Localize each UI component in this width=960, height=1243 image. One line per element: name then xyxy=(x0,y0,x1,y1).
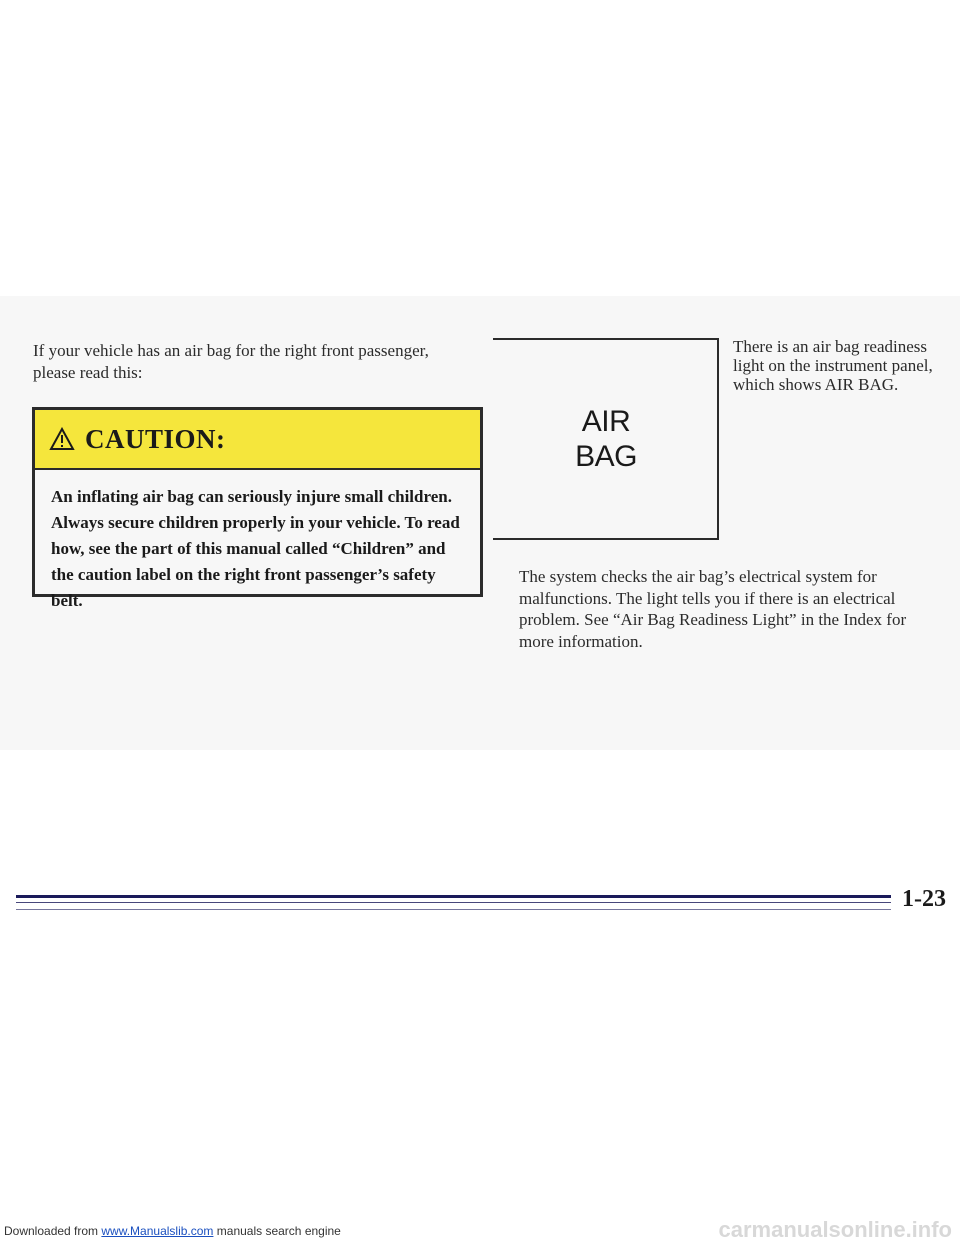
footer-rule-thin xyxy=(16,902,891,903)
footer-rule xyxy=(16,895,891,898)
download-suffix: manuals search engine xyxy=(213,1224,341,1238)
caution-body: An inflating air bag can seriously injure small children. Always secure children properly in your vehicle. To read how, see the part of this manual called “Children” and the caution label on the right front passenger’s safety belt. xyxy=(51,487,460,610)
footer-rule-thinner xyxy=(16,909,891,910)
airbag-line-2: BAG xyxy=(575,440,637,473)
site-watermark: carmanualsonline.info xyxy=(718,1217,952,1242)
caution-box xyxy=(32,407,483,610)
system-paragraph: The system checks the air bag’s electrical system for malfunctions. The light tells you if there is an electrical problem. See “Air Bag Readiness Light” in the Index for more information. xyxy=(519,567,907,651)
airbag-line-1: AIR xyxy=(581,405,631,438)
panel-top-border xyxy=(493,338,719,340)
page-number: 1-23 xyxy=(902,886,946,912)
airbag-light-illustration xyxy=(493,338,719,540)
caution-label: CAUTION: xyxy=(85,423,226,454)
manual-page xyxy=(0,296,960,912)
caution-header xyxy=(35,410,480,470)
warning-triangle-icon xyxy=(49,427,75,451)
download-prefix: Downloaded from xyxy=(4,1224,102,1238)
airbag-description: There is an air bag readiness light on the instrument panel, which shows AIR BAG. xyxy=(733,337,933,394)
manualslib-link[interactable]: www.Manualslib.com xyxy=(101,1224,214,1238)
airbag-light-label xyxy=(493,404,719,474)
download-notice xyxy=(4,1224,341,1238)
intro-paragraph: If your vehicle has an air bag for the right front passenger, please read this: xyxy=(33,341,429,382)
